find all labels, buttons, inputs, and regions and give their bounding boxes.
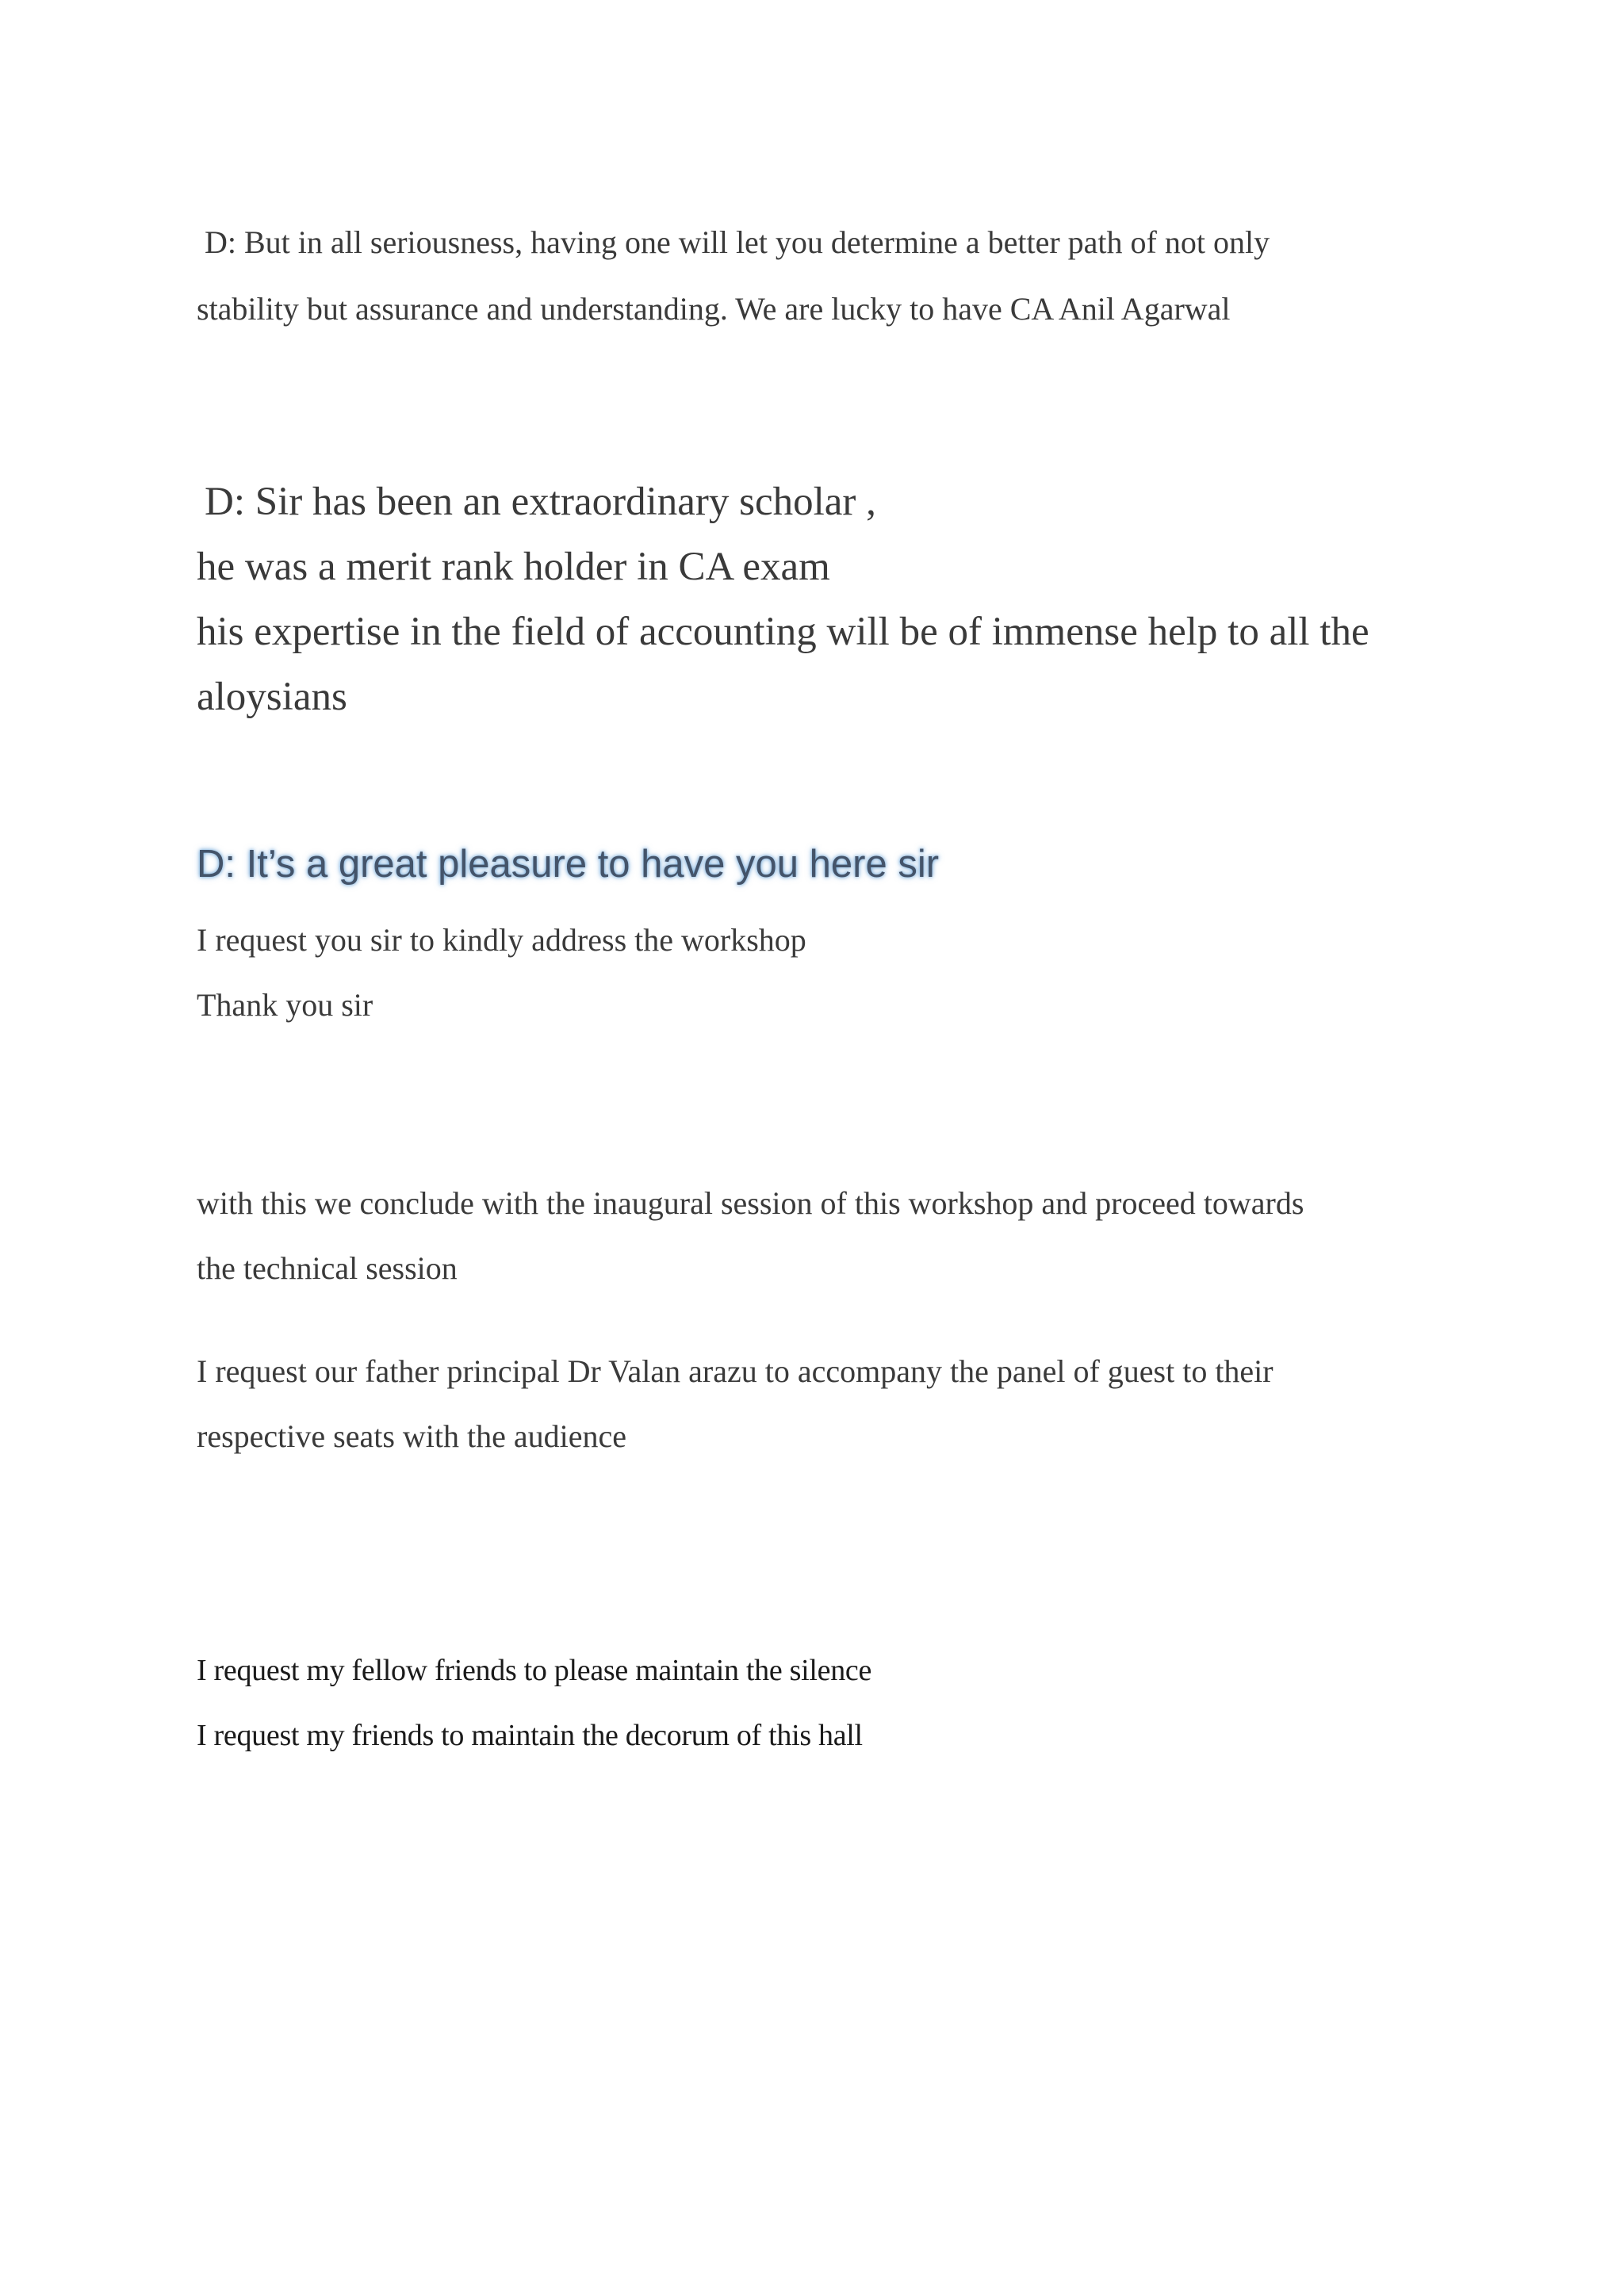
text-line: his expertise in the field of accounting will be of immense help to all the xyxy=(197,610,1369,654)
text-line: respective seats with the audience xyxy=(197,1418,626,1454)
text-line: Thank you sir xyxy=(197,987,373,1023)
text-line: I request my friends to maintain the decorum of this hall xyxy=(197,1719,863,1752)
highlighted-heading: D: It’s a great pleasure to have you here sir xyxy=(197,843,940,886)
text-line: I request my fellow friends to please maintain the silence xyxy=(197,1654,872,1687)
text-line: the technical session xyxy=(197,1250,458,1286)
text-line: D: But in all seriousness, having one will let you determine a better path of not only xyxy=(205,224,1270,260)
text-line: aloysians xyxy=(197,675,347,719)
text-line: D: Sir has been an extraordinary scholar , xyxy=(205,480,876,524)
text-line: I request our father principal Dr Valan arazu to accompany the panel of guest to their xyxy=(197,1353,1274,1389)
text-line: I request you sir to kindly address the workshop xyxy=(197,922,806,958)
text-line: with this we conclude with the inaugural session of this workshop and proceed towards xyxy=(197,1185,1304,1221)
text-line: he was a merit rank holder in CA exam xyxy=(197,545,830,589)
text-line: stability but assurance and understanding. We are lucky to have CA Anil Agarwal xyxy=(197,291,1231,327)
